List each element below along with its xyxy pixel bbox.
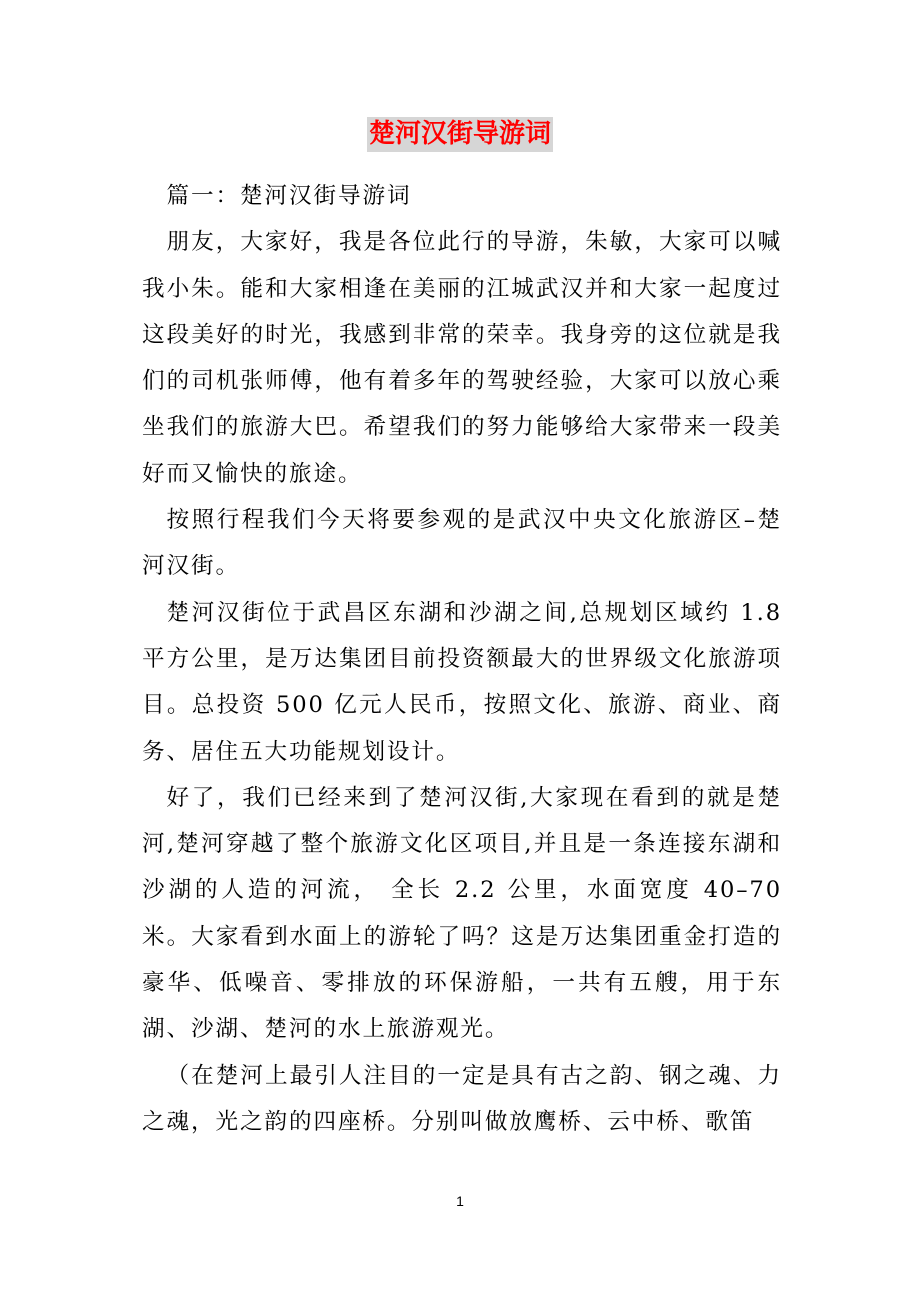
paragraph: （在楚河上最引人注目的一定是具有古之韵、钢之魂、力之魂，光之韵的四座桥。分别叫做放鹰桥、云中桥、歌笛 — [142, 1062, 782, 1135]
section-heading: 篇一：楚河汉街导游词 — [166, 183, 412, 209]
paragraph: 好了，我们已经来到了楚河汉街,大家现在看到的就是楚河,楚河穿越了整个旅游文化区项目,并且是一条连接东湖和沙湖的人造的河流， 全长 2.2 公里，水面宽度 40–70 米。大家看到水面上的游轮了吗？这是万达集团重金打造的豪华、低噪音、零排放的环保游船，一共有五艘，用于东湖、沙湖、楚河的水上旅游观光。 — [142, 784, 782, 1043]
document-body — [142, 173, 782, 1145]
page-number: 1 — [456, 1193, 464, 1209]
title-container — [0, 117, 920, 152]
paragraph: 楚河汉街位于武昌区东湖和沙湖之间,总规划区域约 1.8 平方公里，是万达集团目前投资额最大的世界级文化旅游项目。总投资 500 亿元人民币，按照文化、旅游、商业、商务、居住五大功能规划设计。 — [142, 599, 782, 765]
paragraph: 按照行程我们今天将要参观的是武汉中央文化旅游区–楚河汉街。 — [142, 507, 782, 580]
document-title: 楚河汉街导游词 — [367, 117, 553, 152]
paragraph: 朋友，大家好，我是各位此行的导游，朱敏，大家可以喊我小朱。能和大家相逢在美丽的江城武汉并和大家一起度过这段美好的时光，我感到非常的荣幸。我身旁的这位就是我们的司机张师傅，他有着多年的驾驶经验，大家可以放心乘坐我们的旅游大巴。希望我们的努力能够给大家带来一段美好而又愉快的旅途。 — [142, 229, 782, 487]
